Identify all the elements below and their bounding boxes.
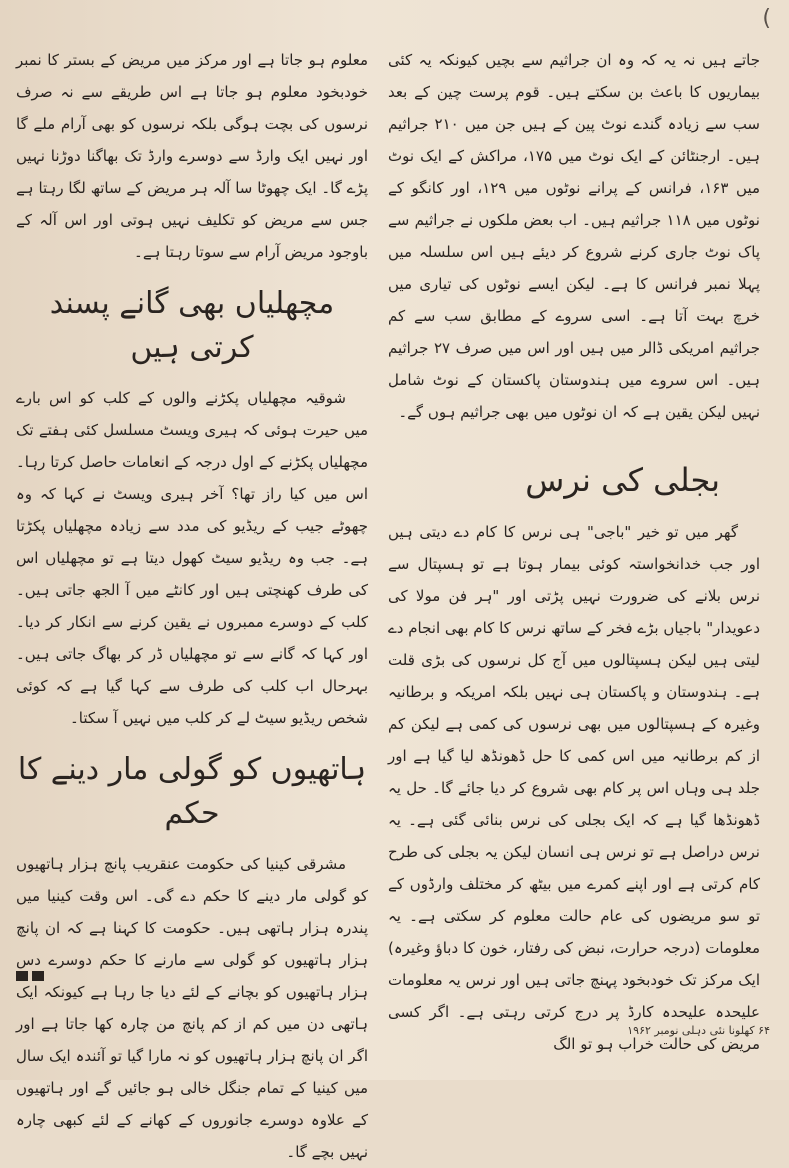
electric-nurse-continued-text: معلوم ہو جاتا ہے اور مرکز میں مریض کے بستر کا نمبر خودبخود معلوم ہو جاتا ہے اس طریقے سے نہ صرف نرسوں کی بچت ہوگی بلکہ نرسوں کو بھی آرام ملے گا اور نہیں ایک وارڈ سے دوسرے وارڈ تک بھاگنا دوڑنا نہیں پڑے گا۔ ایک چھوٹا سا آلہ ہر مریض کے ساتھ لگا رہتا ہے جس سے مریض کو تکلیف نہیں ہوتی اور اس آلہ کے باوجود مریض آرام سے سوتا رہتا ہے۔ <box>16 51 368 261</box>
corner-mark: ( <box>762 6 771 31</box>
elephants-order-heading: ہاتھیوں کو گولی مار دینے کا حکم <box>17 752 367 831</box>
fish-songs-heading: مچھلیاں بھی گانے پسند کرتی ہیں <box>49 286 335 365</box>
electric-nurse-text: گھر میں تو خیر "باجی" ہی نرس کا کام دے دیتی ہیں اور جب خدانخواستہ کوئی بیمار ہوتا ہے تو ہسپتال سے نرس بلانے کی ضرورت نہیں پڑتی اور "ہر فن مولا کی دعویدار" باجیاں بڑے فخر کے ساتھ نرس کا کام بھی انجام دے لیتی ہیں لیکن ہسپتالوں میں آج کل نرسوں کی بڑی قلت ہے۔ ہندوستان و پاکستان ہی نہیں بلکہ امریکہ و برطانیہ وغیرہ کے ہسپتالوں میں بھی نرسوں کی کمی ہے لیکن کم از کم برطانیہ میں اس کمی کا حل ڈھونڈھ لیا گیا ہے اور جلد ہی وہاں اس پر کام بھی شروع کر دیا جائے گا۔ حل یہ ڈھونڈھا گیا ہے کہ ایک بجلی کی نرس بنائی گئی ہے۔ یہ نرس دراصل ہے تو نرس ہی انسان لیکن یہ بجلی کی طرح کام کرتی ہے اور اپنے کمرے میں بیٹھ کر مختلف وارڈوں کے تو سو مریضوں کی عام حالت معلوم کر سکتی ہے۔ یہ معلومات (درجہ حرارت، نبض کی رفتار، خون کا دباؤ وغیرہ) ایک مرکز تک خودبخود پہنچ جاتی ہیں اور نرس یہ معلومات علیحدہ علیحدہ کارڈ پر درج کرتی رہتی ہے۔ اگر کسی مریض کی حالت خراب ہو تو الگ <box>388 523 760 1053</box>
end-mark-icon <box>16 971 28 981</box>
left-column <box>16 44 368 1168</box>
banknote-germs-text: جاتے ہیں نہ یہ کہ وہ ان جراثیم سے بچیں کیونکہ یہ کئی بیماریوں کا باعث بن سکتے ہیں۔ قوم پرست چین کے بعد سب سے زیادہ گندے نوٹ پین کے ہیں جن میں ۲۱۰ جراثیم ہیں۔ ارجنٹائن کے ایک نوٹ میں ۱۷۵، مراکش کے ایک نوٹ میں ۱۶۳، فرانس کے پرانے نوٹوں میں ۱۲۹، اور کانگو کے نوٹوں میں ۱۱۸ جراثیم ہیں۔ اب بعض ملکوں نے جراثیم سے پاک نوٹ جاری کرنے شروع کر دیئے ہیں اس سلسلہ میں پہلا نمبر فرانس کا ہے۔ لیکن ایسے نوٹوں کی تیاری میں خرچ بہت آتا ہے۔ اسی سروے کے مطابق سب سے کم جراثیم امریکی ڈالر میں ہیں اور اس میں صرف ۲۷ جراثیم ہیں۔ اس سروے میں ہندوستان پاکستان کے نوٹ شامل نہیں لیکن یقین ہے کہ ان نوٹوں میں بھی جراثیم ہوں گے۔ <box>388 51 761 421</box>
end-marks <box>16 966 48 985</box>
fish-songs-text: شوقیہ مچھلیاں پکڑنے والوں کے کلب کو اس بارے میں حیرت ہوئی کہ ہیری ویسٹ مسلسل کئی ہفتے تک مچھلیاں پکڑنے کے اول درجہ کے انعامات حاصل کرتا رہا۔ اس میں کیا راز تھا؟ آخر ہیری ویسٹ نے کہا کہ وہ چھوٹے جیب کے ریڈیو کی مدد سے زیادہ مچھلیاں پکڑتا ہے۔ جب وہ ریڈیو سیٹ کھول دیتا ہے تو مچھلیاں اس کی طرف کھنچتی ہیں اور کانٹے میں آ الجھ جاتی ہیں۔ کلب کے دوسرے ممبروں نے یقین کرنے سے انکار کر دیا۔ اور کہا کہ گانے سے تو مچھلیاں ڈر کر بھاگ جاتی ہیں۔ بہرحال اب کلب کی طرف سے کہا گیا ہے کہ کوئی شخص ریڈیو سیٹ لے کر کلب میں نہیں آ سکتا۔ <box>16 389 368 727</box>
end-mark-icon <box>32 971 44 981</box>
page-footer: ۶۴ کھلونا نئی دہلی نومبر ۱۹۶۲ <box>627 1024 770 1037</box>
elephants-order-text: مشرقی کینیا کی حکومت عنقریب پانچ ہزار ہاتھیوں کو گولی مار دینے کا حکم دے گی۔ اس وقت کینیا میں پندرہ ہزار ہاتھی ہیں۔ حکومت کا کہنا ہے کہ ان پانچ ہزار ہاتھیوں کو گولی سے مارنے کا حکم دوسرے دس ہزار ہاتھیوں کو بچانے کے لئے دیا جا رہا ہے کیونکہ ایک ہاتھی دن میں کم از کم پانچ من چارہ کھا جاتا ہے اور اگر ان پانچ ہزار ہاتھیوں کو نہ مارا گیا تو آئندہ ایک سال میں کینیا کے تمام جنگل خالی ہو جائیں گے اور ہاتھیوں کے علاوہ دوسرے جانوروں کے کھانے کے لئے کبھی چارہ نہیں بچے گا۔ <box>16 855 368 1161</box>
right-column <box>388 44 760 1060</box>
electric-nurse-heading: بجلی کی نرس <box>525 461 720 499</box>
